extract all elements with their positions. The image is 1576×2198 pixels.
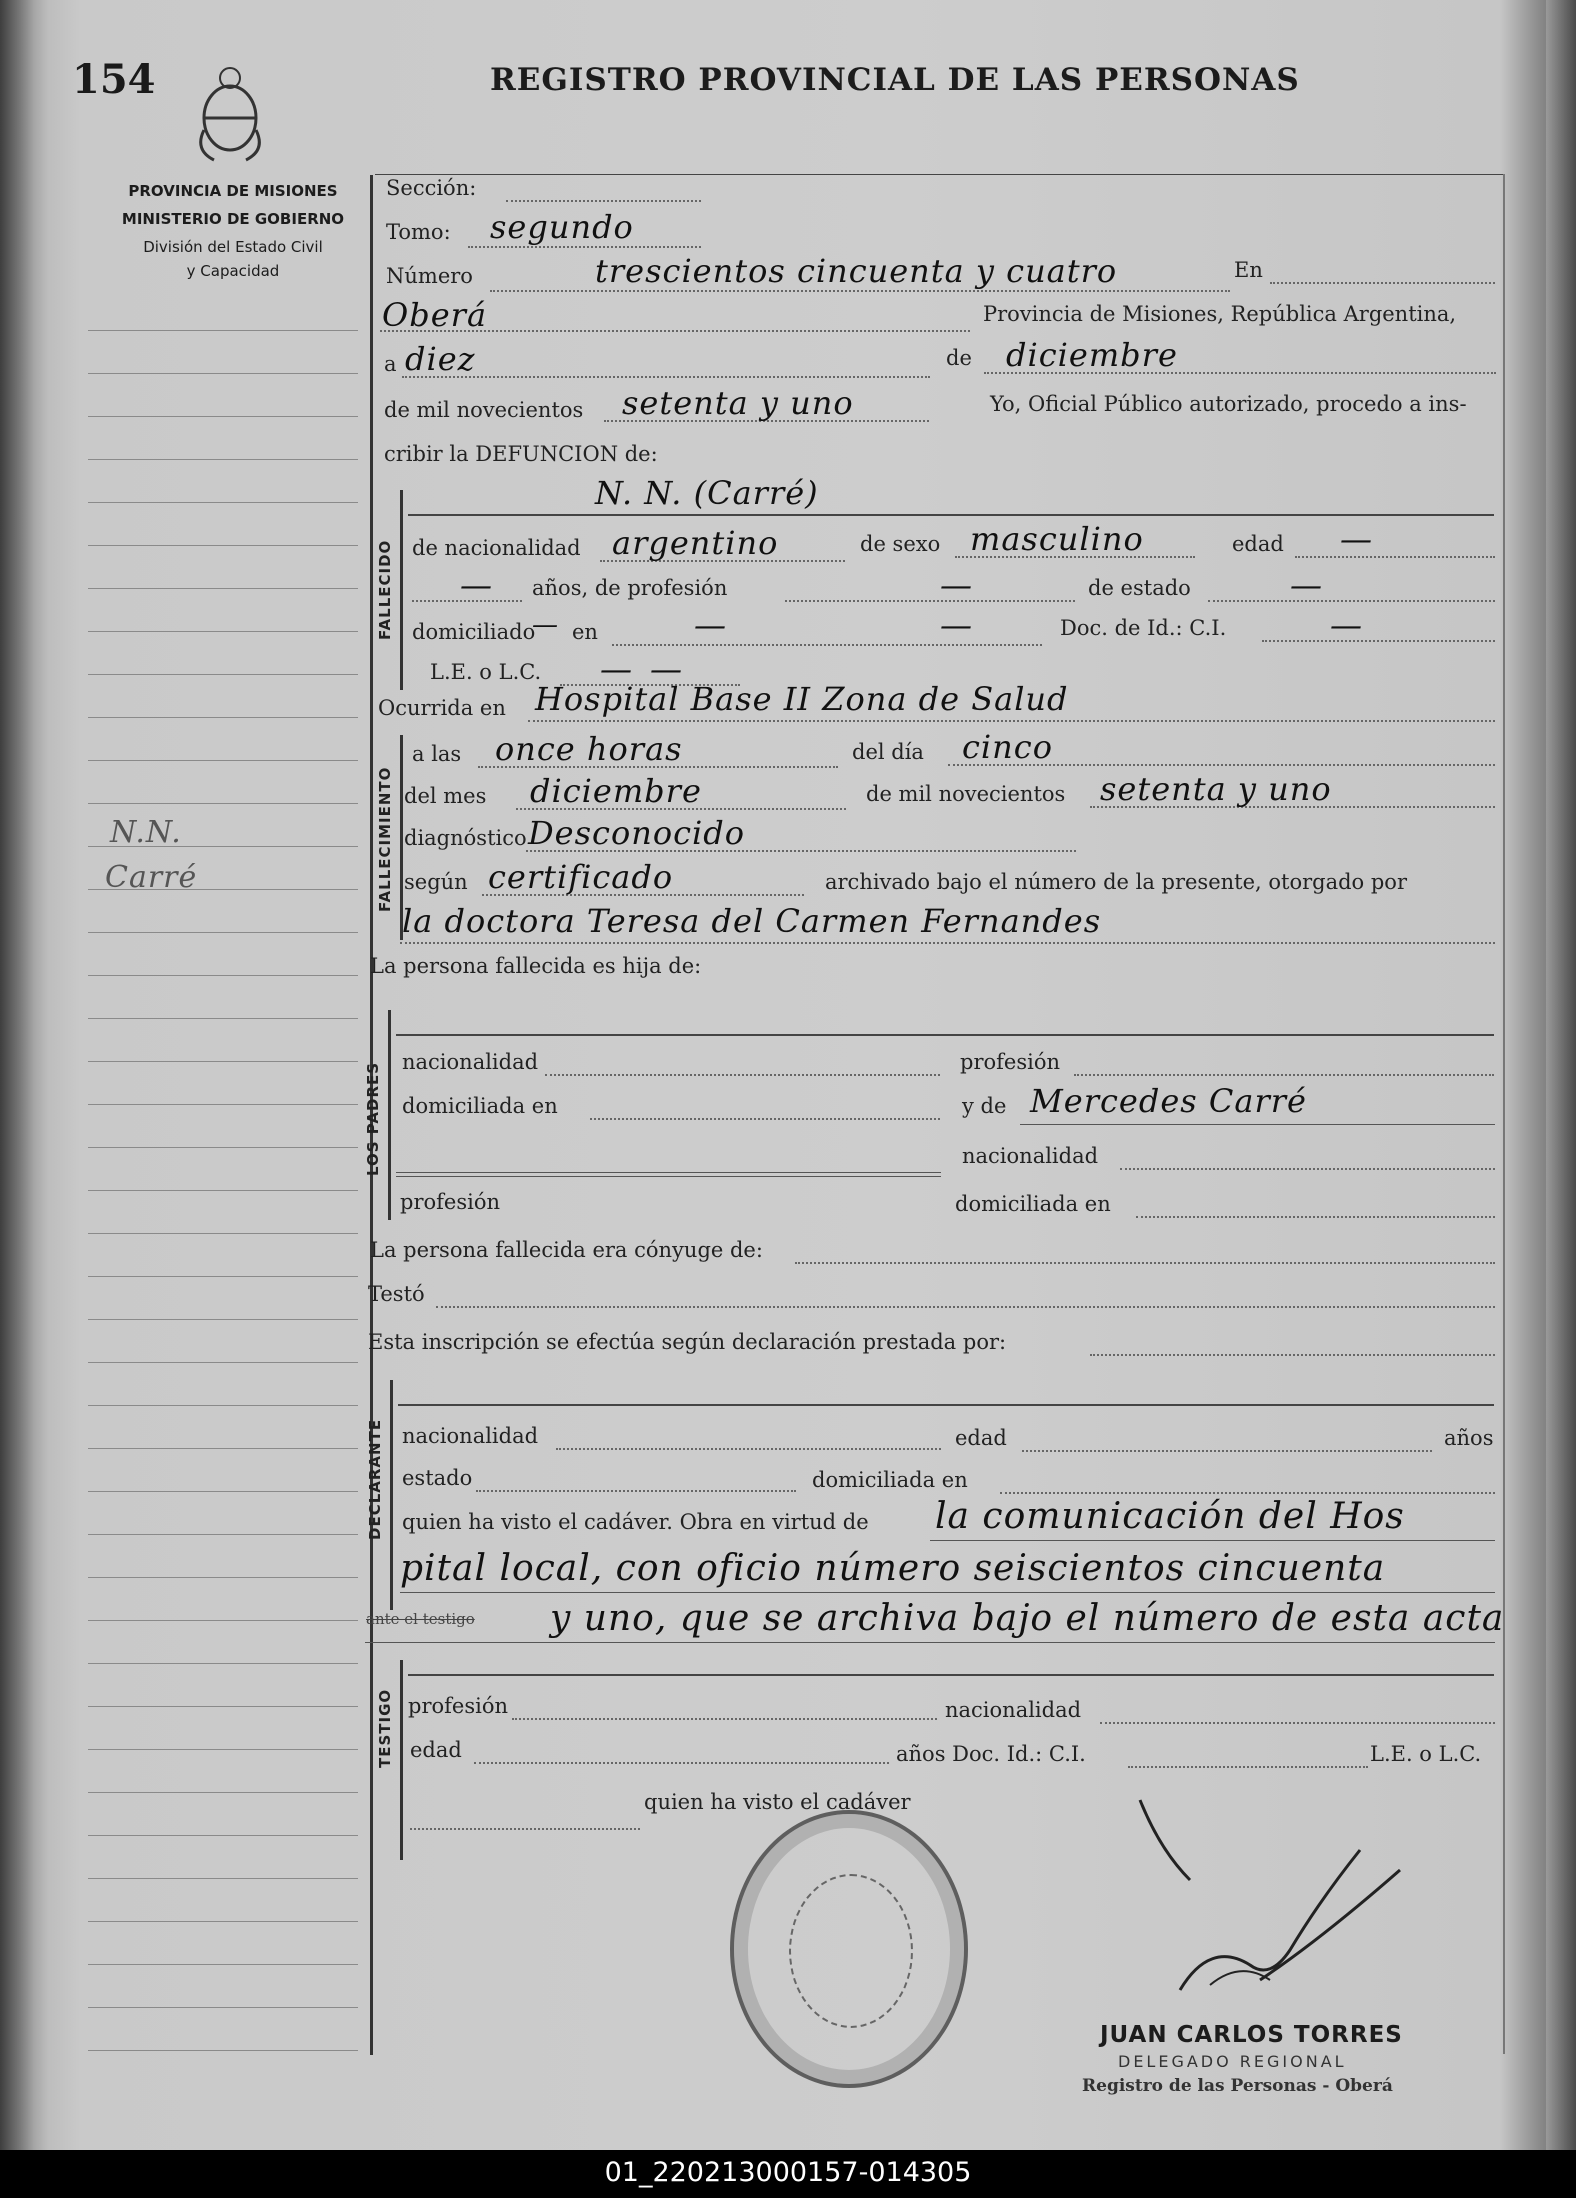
agency-division: División del Estado Civil bbox=[143, 238, 323, 256]
line-testigo-profesion bbox=[512, 1718, 937, 1720]
value-anio: setenta y uno bbox=[622, 384, 854, 422]
margin-rule bbox=[88, 1276, 358, 1277]
line-declaracion bbox=[1090, 1354, 1495, 1356]
label-doc: Doc. de Id.: C.I. bbox=[1060, 616, 1227, 640]
margin-rule bbox=[88, 1749, 358, 1750]
label-domiciliado: domiciliado bbox=[412, 620, 536, 644]
label-declarante-estado: estado bbox=[402, 1466, 473, 1490]
line-padre-nacionalidad bbox=[545, 1074, 940, 1076]
value-domicilio-dash1: — bbox=[694, 606, 727, 644]
line-declarante-edad bbox=[1022, 1450, 1432, 1452]
label-en: En bbox=[1234, 258, 1263, 282]
agency-province: PROVINCIA DE MISIONES bbox=[128, 182, 338, 200]
line-doc bbox=[1262, 640, 1495, 642]
line-declarante-nacionalidad bbox=[556, 1448, 941, 1450]
line-testigo-edad bbox=[474, 1762, 889, 1764]
margin-rule bbox=[88, 502, 358, 503]
value-domiciliado-dash: — bbox=[532, 610, 559, 640]
margin-rule bbox=[88, 1190, 358, 1191]
value-medico: la doctora Teresa del Carmen Fernandes bbox=[402, 902, 1102, 940]
value-tomo: segundo bbox=[490, 208, 634, 246]
coat-of-arms-icon bbox=[190, 60, 270, 170]
line-nombre bbox=[408, 514, 1494, 516]
value-numero: trescientos cincuenta y cuatro bbox=[595, 252, 1118, 290]
margin-rule bbox=[88, 975, 358, 976]
form-top-rule bbox=[375, 174, 1505, 175]
line-obra-2 bbox=[400, 1592, 1495, 1593]
section-label-padres: LOS PADRES bbox=[364, 1061, 382, 1176]
margin-rule bbox=[88, 1534, 358, 1535]
line-testigo-extra bbox=[410, 1828, 640, 1830]
label-de-mil: de mil novecientos bbox=[384, 398, 584, 422]
value-le-dash2: — bbox=[650, 650, 683, 688]
label-anos-profesion: años, de profesión bbox=[532, 576, 728, 600]
label-ocurrida: Ocurrida en bbox=[378, 696, 506, 720]
label-provincia: Provincia de Misiones, República Argentina, bbox=[983, 302, 1457, 326]
line-edad bbox=[1295, 556, 1495, 558]
value-edad-dash: — bbox=[1340, 520, 1373, 558]
page-edge bbox=[1546, 0, 1576, 2150]
line-conyuge bbox=[795, 1262, 1495, 1264]
line-obra-3 bbox=[365, 1642, 1495, 1643]
label-sexo: de sexo bbox=[860, 532, 941, 556]
label-testigo-le: L.E. o L.C. bbox=[1370, 1742, 1482, 1766]
label-declarante-anos: años bbox=[1444, 1426, 1494, 1450]
official-seal-icon bbox=[730, 1810, 968, 2088]
margin-rule bbox=[88, 803, 358, 804]
label-archivado: archivado bajo el número de la presente, otorgado por bbox=[825, 870, 1407, 894]
label-estado: de estado bbox=[1088, 576, 1191, 600]
value-profesion-dash: — bbox=[940, 566, 973, 604]
label-testigo-nacionalidad: nacionalidad bbox=[945, 1698, 1082, 1722]
line-estado bbox=[1208, 600, 1495, 602]
line-domicilio bbox=[612, 644, 1042, 646]
margin-note-carre: Carré bbox=[105, 860, 198, 895]
label-nacionalidad: de nacionalidad bbox=[412, 536, 581, 560]
label-en-domicilio: en bbox=[572, 620, 598, 644]
line-dia bbox=[402, 376, 930, 378]
label-de-mil-fallecimiento: de mil novecientos bbox=[866, 782, 1066, 806]
line-tomo bbox=[468, 246, 701, 248]
form-right-border bbox=[1503, 174, 1505, 2054]
label-madre-nacionalidad: nacionalidad bbox=[962, 1144, 1099, 1168]
margin-rule bbox=[88, 1104, 358, 1105]
margin-rule bbox=[88, 631, 358, 632]
agency-capacity: y Capacidad bbox=[186, 262, 280, 280]
file-identifier: 01_220213000157-014305 bbox=[604, 2157, 972, 2188]
value-diagnostico: Desconocido bbox=[528, 814, 745, 852]
line-padre-domicilio bbox=[590, 1118, 940, 1120]
label-conyuge: La persona fallecida era cónyuge de: bbox=[370, 1238, 763, 1262]
line-seccion bbox=[506, 200, 701, 202]
value-dia: diez bbox=[405, 340, 476, 378]
margin-rule bbox=[88, 1491, 358, 1492]
label-declarante-edad: edad bbox=[955, 1426, 1007, 1450]
line-padre-extra bbox=[396, 1172, 941, 1173]
document-title: REGISTRO PROVINCIAL DE LAS PERSONAS bbox=[490, 62, 1300, 98]
label-testigo-edad: edad bbox=[410, 1738, 462, 1762]
line-declarante-estado bbox=[476, 1490, 796, 1492]
value-doc-dash: — bbox=[1330, 606, 1363, 644]
margin-rule bbox=[88, 1964, 358, 1965]
label-hija-de: La persona fallecida es hija de: bbox=[370, 954, 702, 978]
line-ocurrida bbox=[528, 720, 1495, 722]
label-testigo-quien: quien ha visto el cadáver bbox=[644, 1790, 911, 1814]
margin-rule bbox=[88, 545, 358, 546]
label-padre-profesion2: profesión bbox=[400, 1190, 500, 1214]
line-padre-profesion2 bbox=[396, 1176, 941, 1177]
margin-rule bbox=[88, 674, 358, 675]
label-numero: Número bbox=[386, 264, 473, 288]
value-dia-fallecimiento: cinco bbox=[962, 728, 1053, 766]
line-testo bbox=[436, 1306, 1495, 1308]
margin-rule bbox=[88, 1405, 358, 1406]
label-diagnostico: diagnóstico bbox=[404, 826, 527, 850]
margin-rule bbox=[88, 1448, 358, 1449]
margin-rule bbox=[88, 1663, 358, 1664]
label-y-de: y de bbox=[962, 1094, 1007, 1118]
value-obra-line1: la comunicación del Hos bbox=[935, 1496, 1405, 1537]
value-nombre: N. N. (Carré) bbox=[595, 474, 819, 512]
line-medico bbox=[400, 942, 1495, 944]
label-declarante-nacionalidad: nacionalidad bbox=[402, 1424, 539, 1448]
margin-rule bbox=[88, 717, 358, 718]
label-segun: según bbox=[404, 870, 468, 894]
margin-rule bbox=[88, 1319, 358, 1320]
value-mes: diciembre bbox=[1006, 336, 1178, 374]
margin-rule bbox=[88, 1362, 358, 1363]
value-lugar: Oberá bbox=[382, 296, 488, 334]
line-en bbox=[1270, 282, 1495, 284]
value-estado-dash: — bbox=[1290, 566, 1323, 604]
margin-rule bbox=[88, 588, 358, 589]
signature-icon bbox=[1120, 1790, 1420, 2030]
value-obra-line2: pital local, con oficio número seiscientos cincuenta bbox=[400, 1548, 1386, 1589]
value-le-dash1: — bbox=[600, 650, 633, 688]
label-del-dia: del día bbox=[852, 740, 924, 764]
margin-rule bbox=[88, 1061, 358, 1062]
line-padre-profesion bbox=[1074, 1074, 1494, 1076]
margin-rule bbox=[88, 1706, 358, 1707]
value-anos-dash: — bbox=[460, 566, 493, 604]
label-padre-profesion: profesión bbox=[960, 1050, 1060, 1074]
value-sexo: masculino bbox=[970, 520, 1144, 558]
section-label-testigo: TESTIGO bbox=[376, 1688, 394, 1768]
section-label-declarante: DECLARANTE bbox=[366, 1418, 384, 1540]
line-numero bbox=[490, 290, 1230, 292]
value-domicilio-dash2: — bbox=[940, 606, 973, 644]
margin-note-nn: N.N. bbox=[110, 815, 182, 850]
line-madre-nacionalidad bbox=[1120, 1168, 1495, 1170]
label-seccion: Sección: bbox=[386, 176, 477, 200]
section-label-fallecimiento: FALLECIMIENTO bbox=[376, 766, 394, 912]
margin-rule bbox=[88, 1147, 358, 1148]
label-de: de bbox=[946, 346, 972, 370]
agency-ministry: MINISTERIO DE GOBIERNO bbox=[121, 210, 345, 228]
margin-rule bbox=[88, 2007, 358, 2008]
line-padre-nombre bbox=[396, 1034, 1494, 1036]
margin-rule bbox=[88, 1018, 358, 1019]
struck-ante-testigo: ante el testigo bbox=[366, 1610, 475, 1628]
signer-name: JUAN CARLOS TORRES bbox=[1100, 2022, 1403, 2048]
value-madre: Mercedes Carré bbox=[1030, 1082, 1307, 1120]
value-hora: once horas bbox=[495, 730, 683, 768]
label-le: L.E. o L.C. bbox=[430, 660, 542, 684]
value-anio-fallecimiento: setenta y uno bbox=[1100, 770, 1332, 808]
line-madre bbox=[1020, 1124, 1495, 1125]
label-oficial: Yo, Oficial Público autorizado, procedo a ins- bbox=[990, 392, 1467, 416]
line-testigo-doc bbox=[1128, 1766, 1368, 1768]
label-testigo-profesion: profesión bbox=[408, 1694, 508, 1718]
label-del-mes: del mes bbox=[404, 784, 487, 808]
margin-rule bbox=[88, 416, 358, 417]
label-declarante-domiciliada: domiciliada en bbox=[812, 1468, 968, 1492]
value-nacionalidad: argentino bbox=[612, 524, 779, 562]
margin-rule bbox=[88, 2050, 358, 2051]
signer-role: DELEGADO REGIONAL bbox=[1118, 2052, 1347, 2071]
label-a: a bbox=[384, 352, 397, 376]
margin-rule bbox=[88, 1577, 358, 1578]
section-label-fallecido: FALLECIDO bbox=[376, 539, 394, 640]
margin-rule bbox=[88, 1792, 358, 1793]
margin-rule bbox=[88, 1921, 358, 1922]
margin-rule bbox=[88, 459, 358, 460]
margin-rule bbox=[88, 330, 358, 331]
line-testigo-nacionalidad bbox=[1100, 1722, 1495, 1724]
margin-rule bbox=[88, 1835, 358, 1836]
label-a-las: a las bbox=[412, 742, 462, 766]
label-tomo: Tomo: bbox=[386, 220, 451, 244]
label-declaracion: Esta inscripción se efectúa según declaración prestada por: bbox=[368, 1330, 1007, 1354]
declarante-bracket bbox=[390, 1380, 393, 1610]
value-obra-line3: y uno, que se archiva bajo el número de esta acta bbox=[550, 1598, 1505, 1639]
line-obra-1 bbox=[930, 1540, 1495, 1541]
book-binding bbox=[0, 0, 34, 2150]
line-madre-domicilio bbox=[1136, 1216, 1495, 1218]
testigo-bracket bbox=[400, 1660, 403, 1860]
value-ocurrida: Hospital Base II Zona de Salud bbox=[535, 680, 1069, 718]
value-mes-fallecimiento: diciembre bbox=[530, 772, 702, 810]
fallecido-bracket bbox=[400, 490, 403, 690]
label-padre-domiciliada: domiciliada en bbox=[402, 1094, 558, 1118]
line-profesion bbox=[785, 600, 1075, 602]
label-cribir: cribir la DEFUNCION de: bbox=[384, 442, 658, 466]
value-segun: certificado bbox=[488, 858, 674, 896]
label-testo: Testó bbox=[368, 1282, 425, 1306]
line-declarante-domicilio bbox=[1000, 1492, 1495, 1494]
label-madre-domiciliada: domiciliada en bbox=[955, 1192, 1111, 1216]
margin-rule bbox=[88, 760, 358, 761]
label-edad: edad bbox=[1232, 532, 1284, 556]
signer-office: Registro de las Personas - Oberá bbox=[1082, 2076, 1393, 2096]
label-padre-nacionalidad: nacionalidad bbox=[402, 1050, 539, 1074]
margin-rule bbox=[88, 373, 358, 374]
padres-bracket bbox=[388, 1010, 391, 1220]
page-number: 154 bbox=[72, 56, 156, 103]
line-declarante-nombre bbox=[398, 1404, 1494, 1406]
margin-rule bbox=[88, 1233, 358, 1234]
line-testigo-nombre bbox=[408, 1674, 1494, 1676]
label-quien-visto: quien ha visto el cadáver. Obra en virtud de bbox=[402, 1510, 869, 1534]
label-testigo-anos-doc: años Doc. Id.: C.I. bbox=[896, 1742, 1086, 1766]
margin-rule bbox=[88, 1620, 358, 1621]
margin-rule bbox=[88, 1878, 358, 1879]
margin-rule bbox=[88, 932, 358, 933]
